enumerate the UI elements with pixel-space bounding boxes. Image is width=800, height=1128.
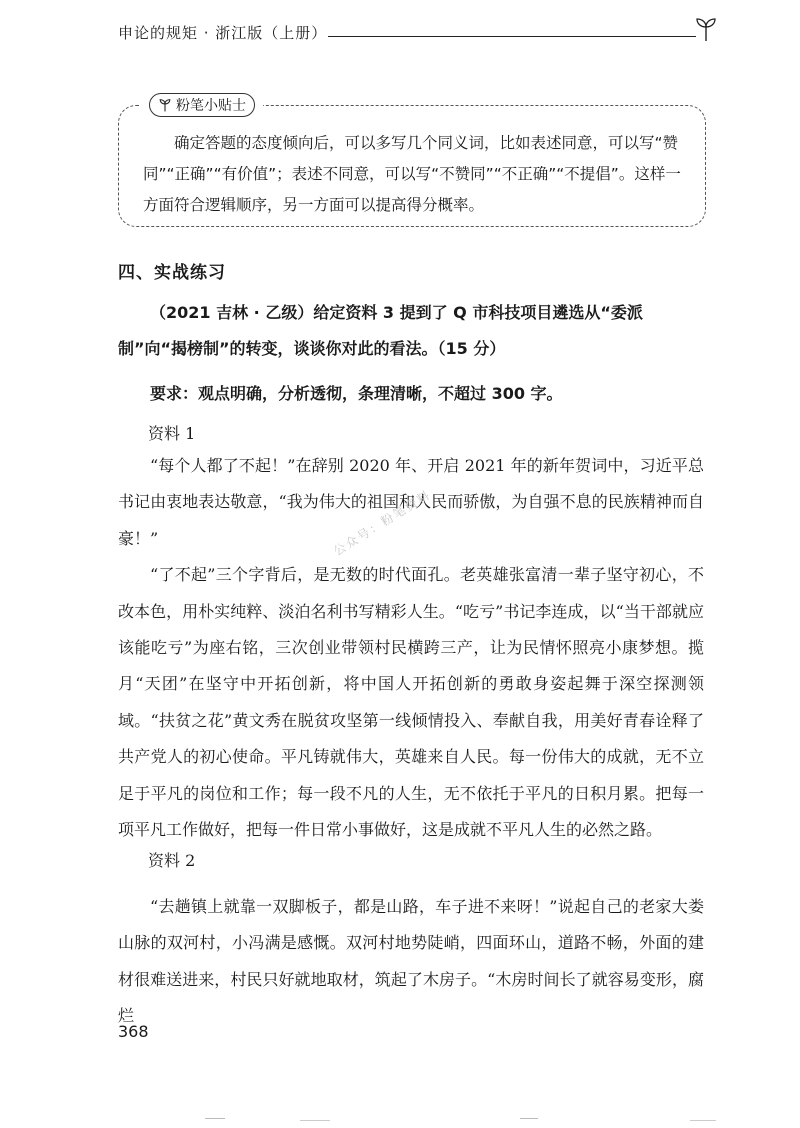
material-2-title: 资料 2 (148, 851, 196, 870)
paragraph: “每个人都了不起！”在辞别 2020 年、开启 2021 年的新年贺词中，习近平总书记由衷地表达敬意，“我为伟大的祖国和人民而骄傲，为自强不息的民族精神而自豪！” (118, 456, 704, 548)
material-2-body (118, 889, 704, 1035)
watermark: 公众号：粉笔资料 (331, 487, 434, 559)
material-1-title: 资料 1 (148, 424, 196, 443)
page-number: 368 (118, 1022, 149, 1041)
section-title: 四、实战练习 (118, 263, 226, 283)
tip-text: 确定答题的态度倾向后，可以多写几个同义词，比如表述同意，可以写“赞同”“正确”“有价值”；表述不同意，可以写“不赞同”“不正确”“不提倡”。这样一方面符合逻辑顺序，另一方面可以提高得分概率。 (143, 134, 681, 214)
scan-artifact (0, 1112, 800, 1128)
sprout-icon (694, 16, 718, 42)
question-text: （2021 吉林 · 乙级）给定资料 3 提到了 Q 市科技项目遴选从“委派制”向“揭榜制”的转变，谈谈你对此的看法。（15 分） (118, 303, 643, 358)
header-rule (328, 36, 696, 37)
sprout-icon (158, 98, 172, 112)
question-requirement: 要求：观点明确，分析透彻，条理清晰，不超过 300 字。 (150, 384, 563, 403)
tip-box (118, 98, 706, 227)
paragraph: “去趟镇上就靠一双脚板子，都是山路，车子进不来呀！”说起自己的老家大娄山脉的双河村，小冯满是感慨。双河村地势陡峭，四面环山，道路不畅，外面的建材很难送进来，村民只好就地取材，筑起了木房子。“木房时间长了就容易变形，腐烂 (118, 897, 704, 1026)
book-title: 申论的规矩 · 浙江版（上册） (118, 24, 328, 42)
tip-label-text: 粉笔小贴士 (176, 98, 246, 114)
tip-pill (149, 93, 255, 117)
paragraph: “了不起”三个字背后，是无数的时代面孔。老英雄张富清一辈子坚守初心，不改本色，用朴实纯粹、淡泊名利书写精彩人生。“吃亏”书记李连成，以“当干部就应该能吃亏”为座右铭，三次创业带领村民横跨三产，让为民情怀照亮小康梦想。揽月“天团”在坚守中开拓创新，将中国人开拓创新的勇敢身姿起舞于深空探测领域。“扶贫之花”黄文秀在脱贫攻坚第一线倾情投入、奉献自我，用美好青春诠释了共产党人的初心使命。平凡铸就伟大，英雄来自人民。每一份伟大的成就，无不立足于平凡的岗位和工作；每一段不凡的人生，无不依托于平凡的日积月累。把每一项平凡工作做好，把每一件日常小事做好，这是成就不平凡人生的必然之路。 (118, 565, 704, 840)
running-header (118, 22, 718, 46)
tip-label (141, 94, 263, 116)
